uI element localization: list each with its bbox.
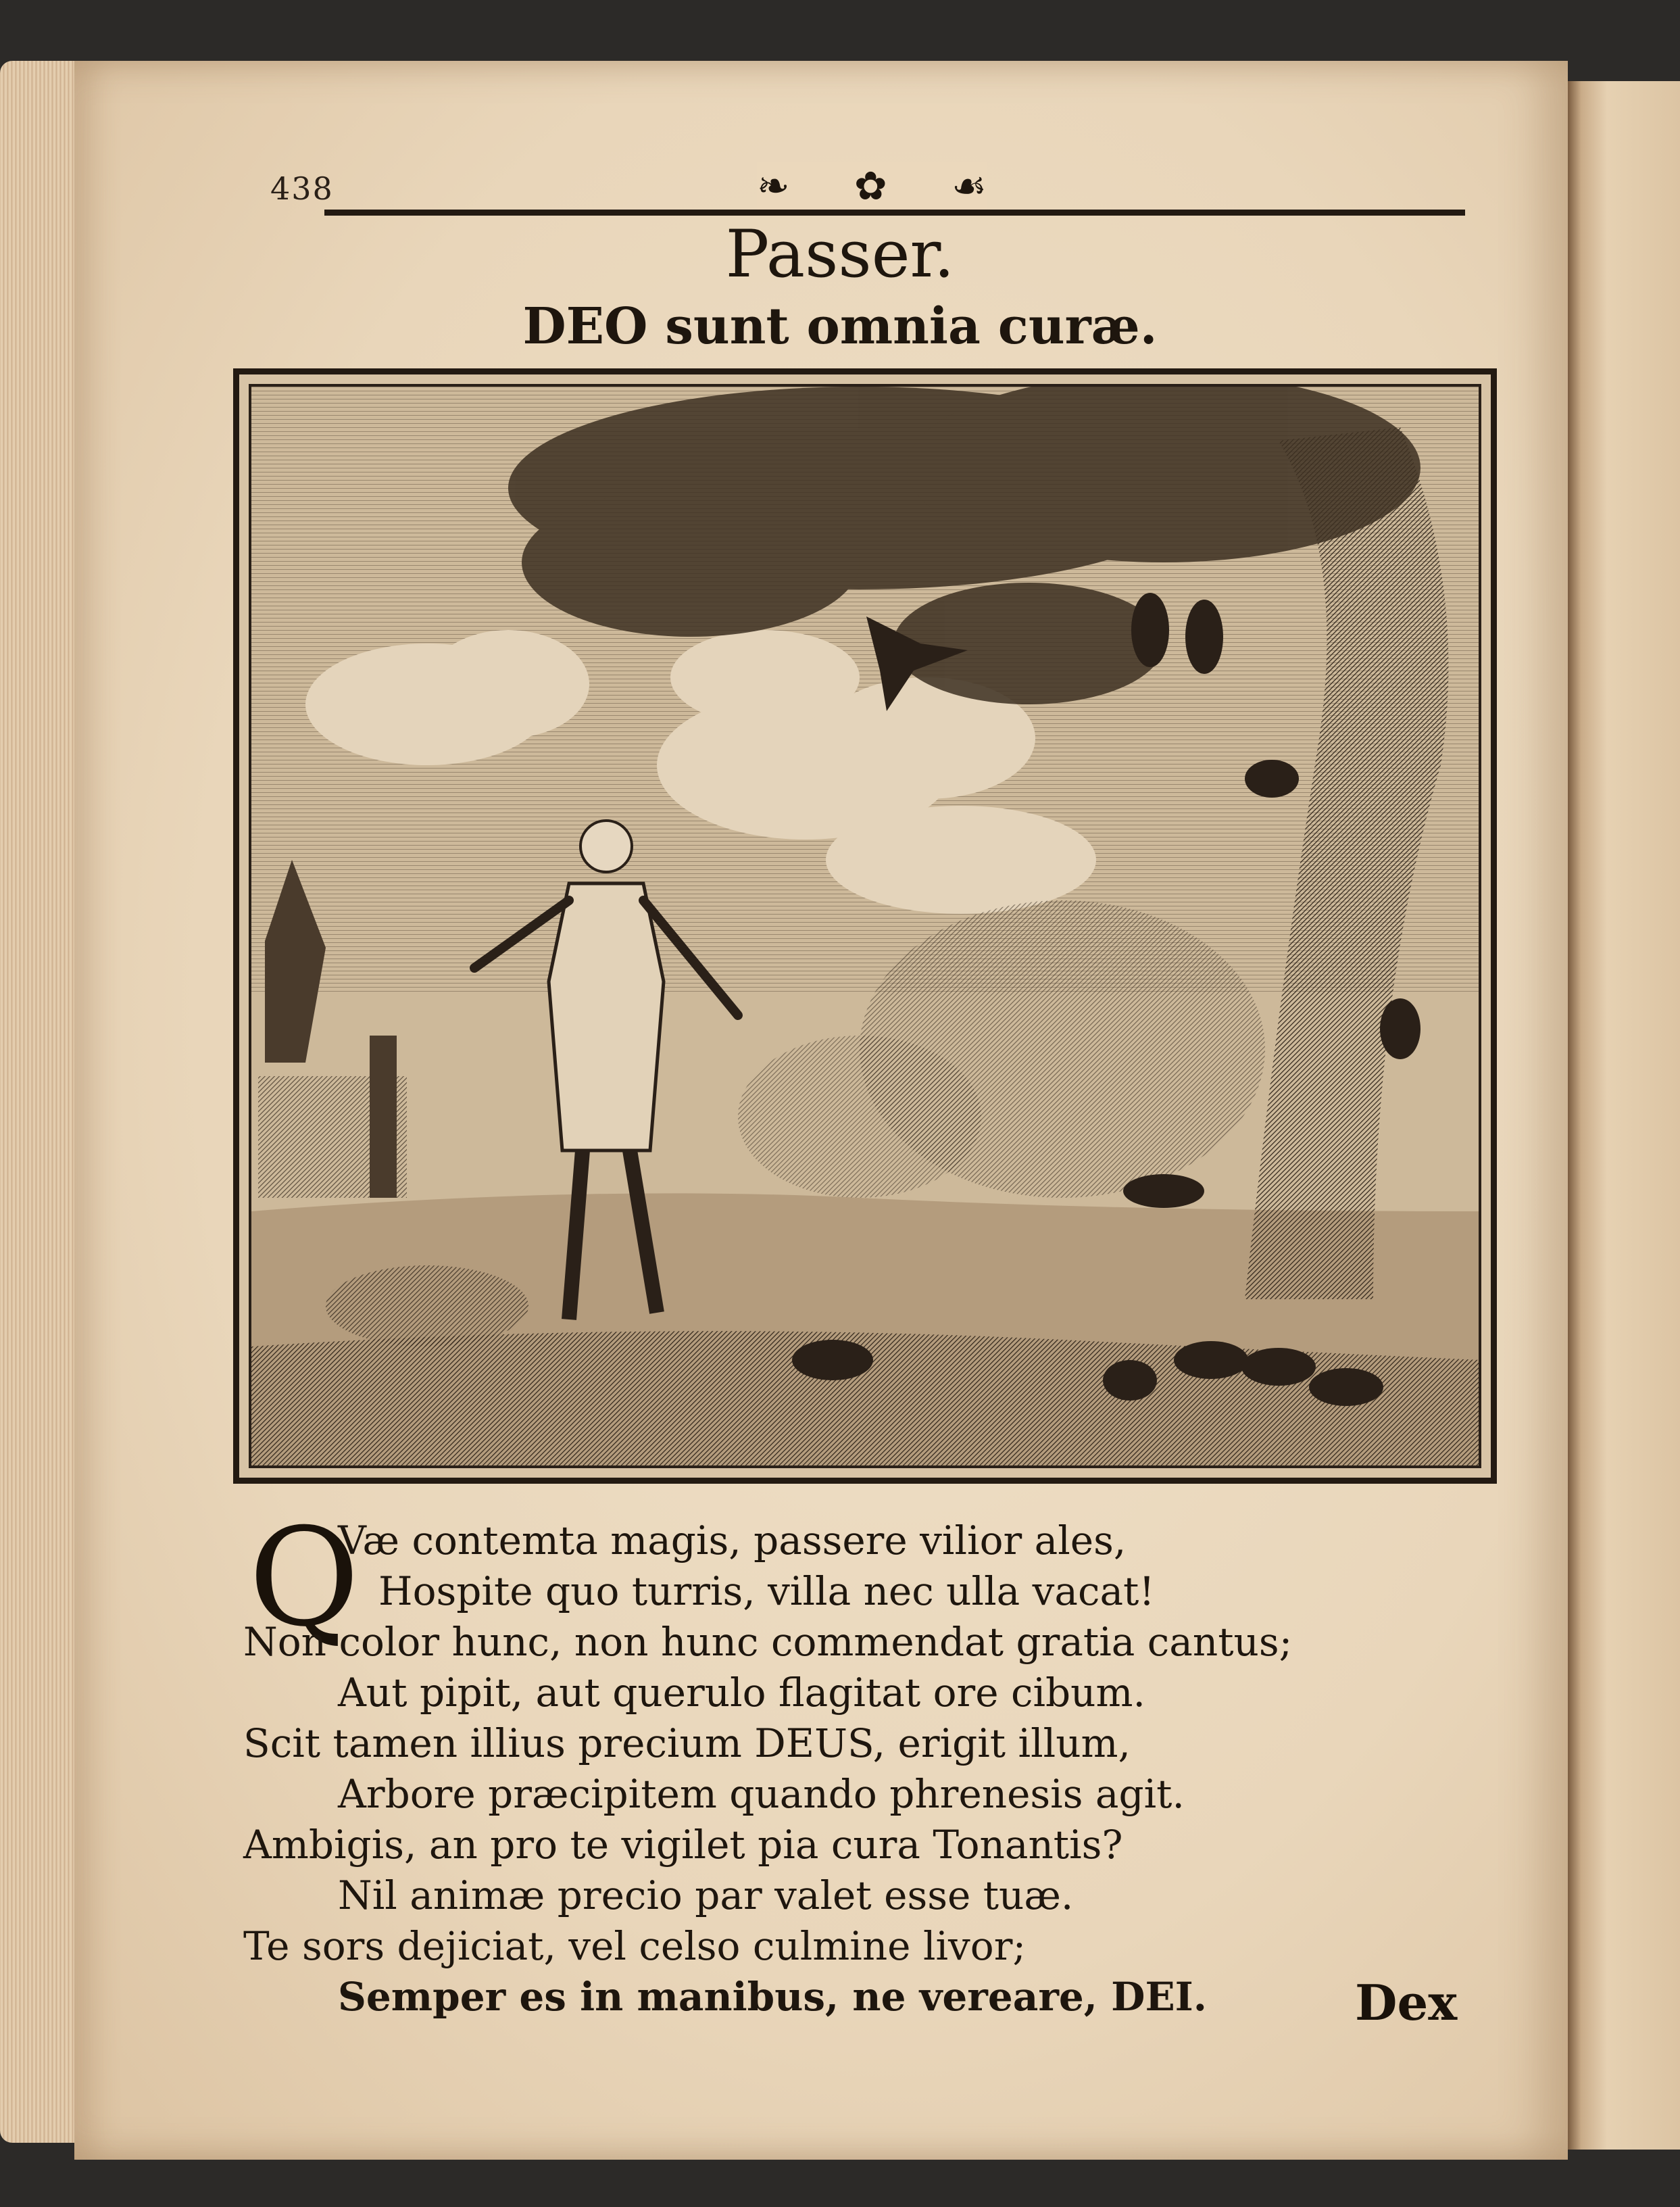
poem-line: Ambigis, an pro te vigilet pia cura Tonantis?	[243, 1822, 1123, 1868]
poem-line: Aut pipit, aut querulo flagitat ore cibum.	[338, 1670, 1145, 1716]
motto: DEO sunt omnia curæ.	[522, 297, 1158, 356]
header-rule	[1007, 210, 1465, 216]
poem-line: Non color hunc, non hunc commendat gratia cantus;	[243, 1619, 1293, 1665]
facing-page-edge	[1568, 81, 1680, 2150]
engraving-frame	[249, 384, 1481, 1468]
poem-line: Nil animæ precio par valet esse tuæ.	[338, 1872, 1074, 1918]
rosette-icon: ✿	[854, 163, 887, 209]
poem-line: Arbore præcipitem quando phrenesis agit.	[338, 1771, 1185, 1817]
fleuron-icon: ❧	[757, 163, 790, 209]
engraving	[233, 368, 1497, 1484]
poem-line: Semper es in manibus, ne vereare, DEI.	[338, 1974, 1207, 2020]
catchword: Dex	[1355, 1974, 1458, 2031]
header-rule	[324, 210, 1020, 216]
poem-line: Scit tamen illius precium DEUS, erigit illum,	[243, 1720, 1131, 1766]
poem-line: Te sors dejiciat, vel celso culmine livor;	[243, 1923, 1026, 1969]
poem-line: Væ contemta magis, passere vilior ales,	[338, 1518, 1127, 1563]
engraving-illustration	[251, 387, 1481, 1468]
page-number: 438	[270, 170, 334, 207]
fleuron-icon: ☙	[952, 163, 987, 209]
poem-line: Hospite quo turris, villa nec ulla vacat!	[378, 1568, 1155, 1614]
header-ornament	[757, 162, 987, 210]
drop-cap: Q	[249, 1499, 360, 1657]
page-title: Passer.	[725, 216, 955, 292]
